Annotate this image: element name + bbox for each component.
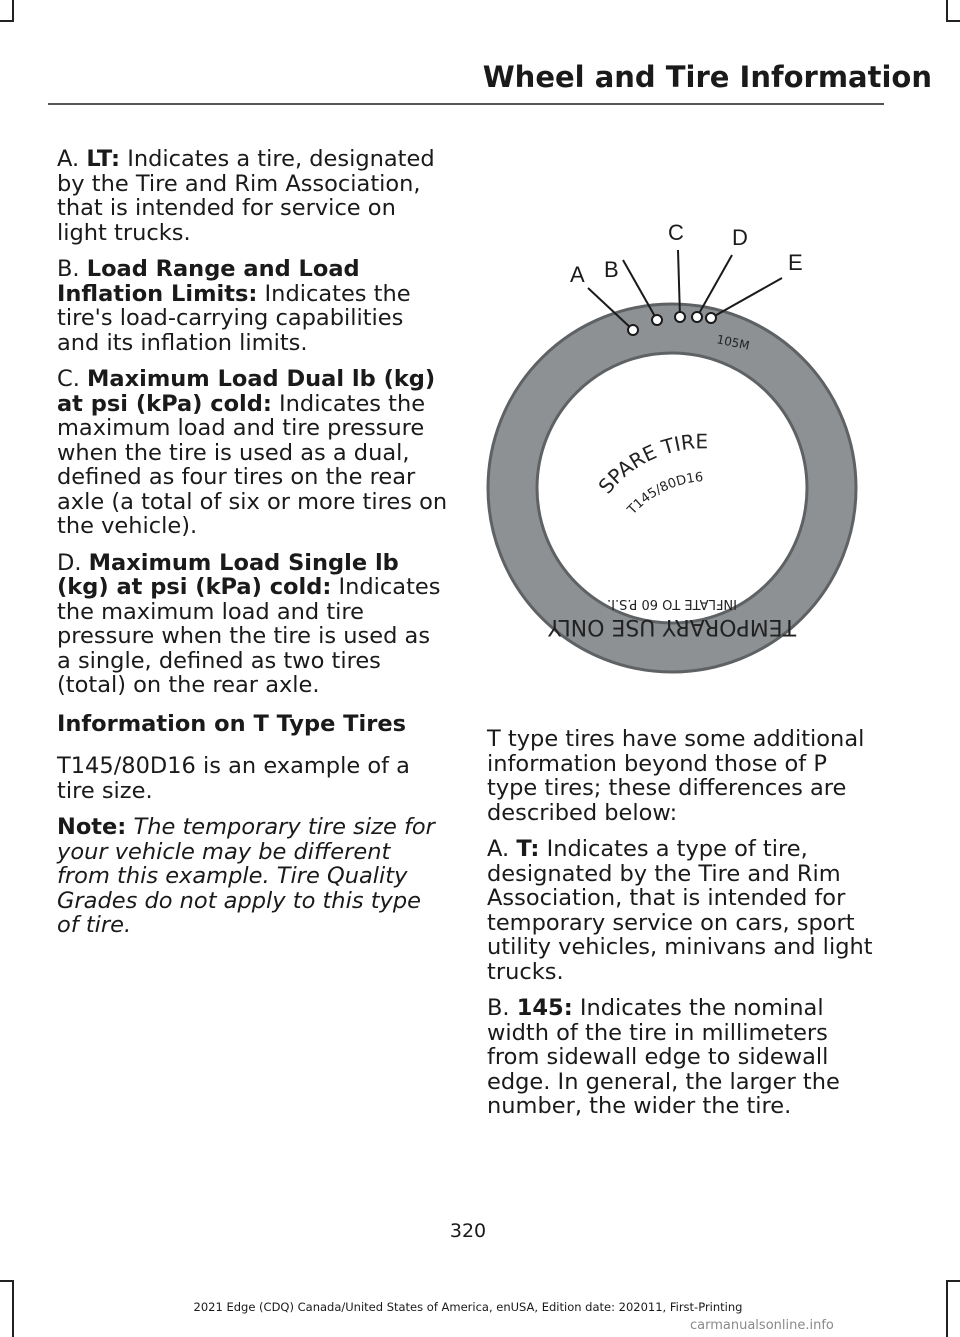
callout-dot-e <box>706 313 716 323</box>
callout-label-b: B <box>604 257 619 282</box>
definition-term: T: <box>516 836 540 862</box>
definition-text: Indicates the maximum load and tire pressure when the tire is used as a single, defined as two tires (total) on the rear axle. <box>57 574 441 698</box>
definition-item: C. Maximum Load Dual lb (kg) at psi (kPa) cold: Indicates the maximum load and tire pressure when the tire is used as a dual, defined as four tires on the rear axle (a total of six or more tires on the vehicle). <box>57 366 448 539</box>
definition-text: Indicates a tire, designated by the Tire and Rim Association, that is intended for service on light trucks. <box>57 146 435 246</box>
definition-term: Maximum Load Dual lb (kg) at psi (kPa) cold: <box>57 366 436 417</box>
intro-text: T type tires have some additional information beyond those of P type tires; these differences are described below: <box>487 726 865 826</box>
callout-label-d: D <box>732 225 748 250</box>
crop-mark <box>946 0 948 20</box>
callout-dot-d <box>692 312 702 322</box>
note-label: Note: <box>57 814 127 840</box>
definition-item: A. T: Indicates a type of tire, designated by the Tire and Rim Association, that is intended for temporary service on cars, sport utility vehicles, minivans and light trucks. <box>487 836 873 985</box>
definition-text: Indicates the maximum load and tire pressure when the tire is used as a dual, defined as four tires on the rear axle (a total of six or more tires on the vehicle). <box>57 390 448 539</box>
crop-mark <box>946 20 960 22</box>
tire-illustration <box>468 200 888 700</box>
tire-inflate-text: INFLATE TO 60 P.S.I. <box>606 596 738 611</box>
crop-mark <box>0 1280 14 1282</box>
tire-sidewall-text: SPARE TIRE <box>593 429 709 499</box>
page-number: 320 <box>449 1220 487 1242</box>
note-text: The temporary tire size for your vehicle may be different from this example. Tire Quality Grades do not apply to this type of tire. <box>57 814 435 938</box>
crop-mark <box>946 1280 960 1282</box>
definition-item: B. 145: Indicates the nominal width of the tire in millimeters from sidewall edge to sidewall edge. In general, the larger the number, the wider the tire. <box>487 995 840 1119</box>
note <box>57 815 449 938</box>
tire-temporary-text: TEMPORARY USE ONLY <box>547 614 797 639</box>
right-column <box>487 727 880 1131</box>
definition-term: LT: <box>86 146 121 172</box>
section-heading: Information on T Type Tires <box>57 710 406 737</box>
definition-item: A. LT: Indicates a tire, designated by the Tire and Rim Association, that is intended for service on light trucks. <box>57 146 435 246</box>
definition-text: Indicates the nominal width of the tire in millimeters from sidewall edge to sidewall edge. In general, the larger the number, the wider the tire. <box>487 995 840 1119</box>
definition-term: 145: <box>516 995 573 1021</box>
tire-speed-text: 105M <box>715 332 751 353</box>
callout-dot-b <box>652 315 662 325</box>
definition-text: Indicates a type of tire, designated by the Tire and Rim Association, that is intended for temporary service on cars, sport utility vehicles, minivans and light trucks. <box>487 836 873 985</box>
tire-size-text: T145/80D16 <box>624 470 704 518</box>
definition-item: B. Load Range and Load Inflation Limits: Indicates the tire's load-carrying capabilities and its inflation limits. <box>57 256 411 356</box>
definition-term: Maximum Load Single lb (kg) at psi (kPa) cold: <box>57 549 399 600</box>
callout-line-e <box>711 278 782 318</box>
definition-item: D. Maximum Load Single lb (kg) at psi (kPa) cold: Indicates the maximum load and tire pressure when the tire is used as a single, defined as two tires (total) on the rear axle. <box>57 549 441 698</box>
callout-dot-a <box>628 325 638 335</box>
definition-text: Indicates the tire's load-carrying capabilities and its inflation limits. <box>57 280 411 356</box>
crop-mark <box>12 0 14 20</box>
example-text: T145/80D16 is an example of a tire size. <box>57 753 410 804</box>
definition-term: Load Range and Load Inflation Limits: <box>57 256 360 307</box>
tire-figure <box>468 200 888 700</box>
watermark: carmanualsonline.info <box>690 1318 834 1333</box>
page-title: Wheel and Tire Information <box>482 60 932 94</box>
crop-mark <box>0 20 14 22</box>
header-rule <box>48 103 884 105</box>
callout-label-c: C <box>668 220 684 245</box>
footer-text: 2021 Edge (CDQ) Canada/United States of America, enUSA, Edition date: 202011, First-Printing <box>193 1300 743 1314</box>
callout-label-e: E <box>788 250 803 275</box>
callout-label-a: A <box>570 262 585 287</box>
callout-dot-c <box>675 312 685 322</box>
crop-mark <box>946 1280 948 1337</box>
left-column <box>57 147 449 950</box>
